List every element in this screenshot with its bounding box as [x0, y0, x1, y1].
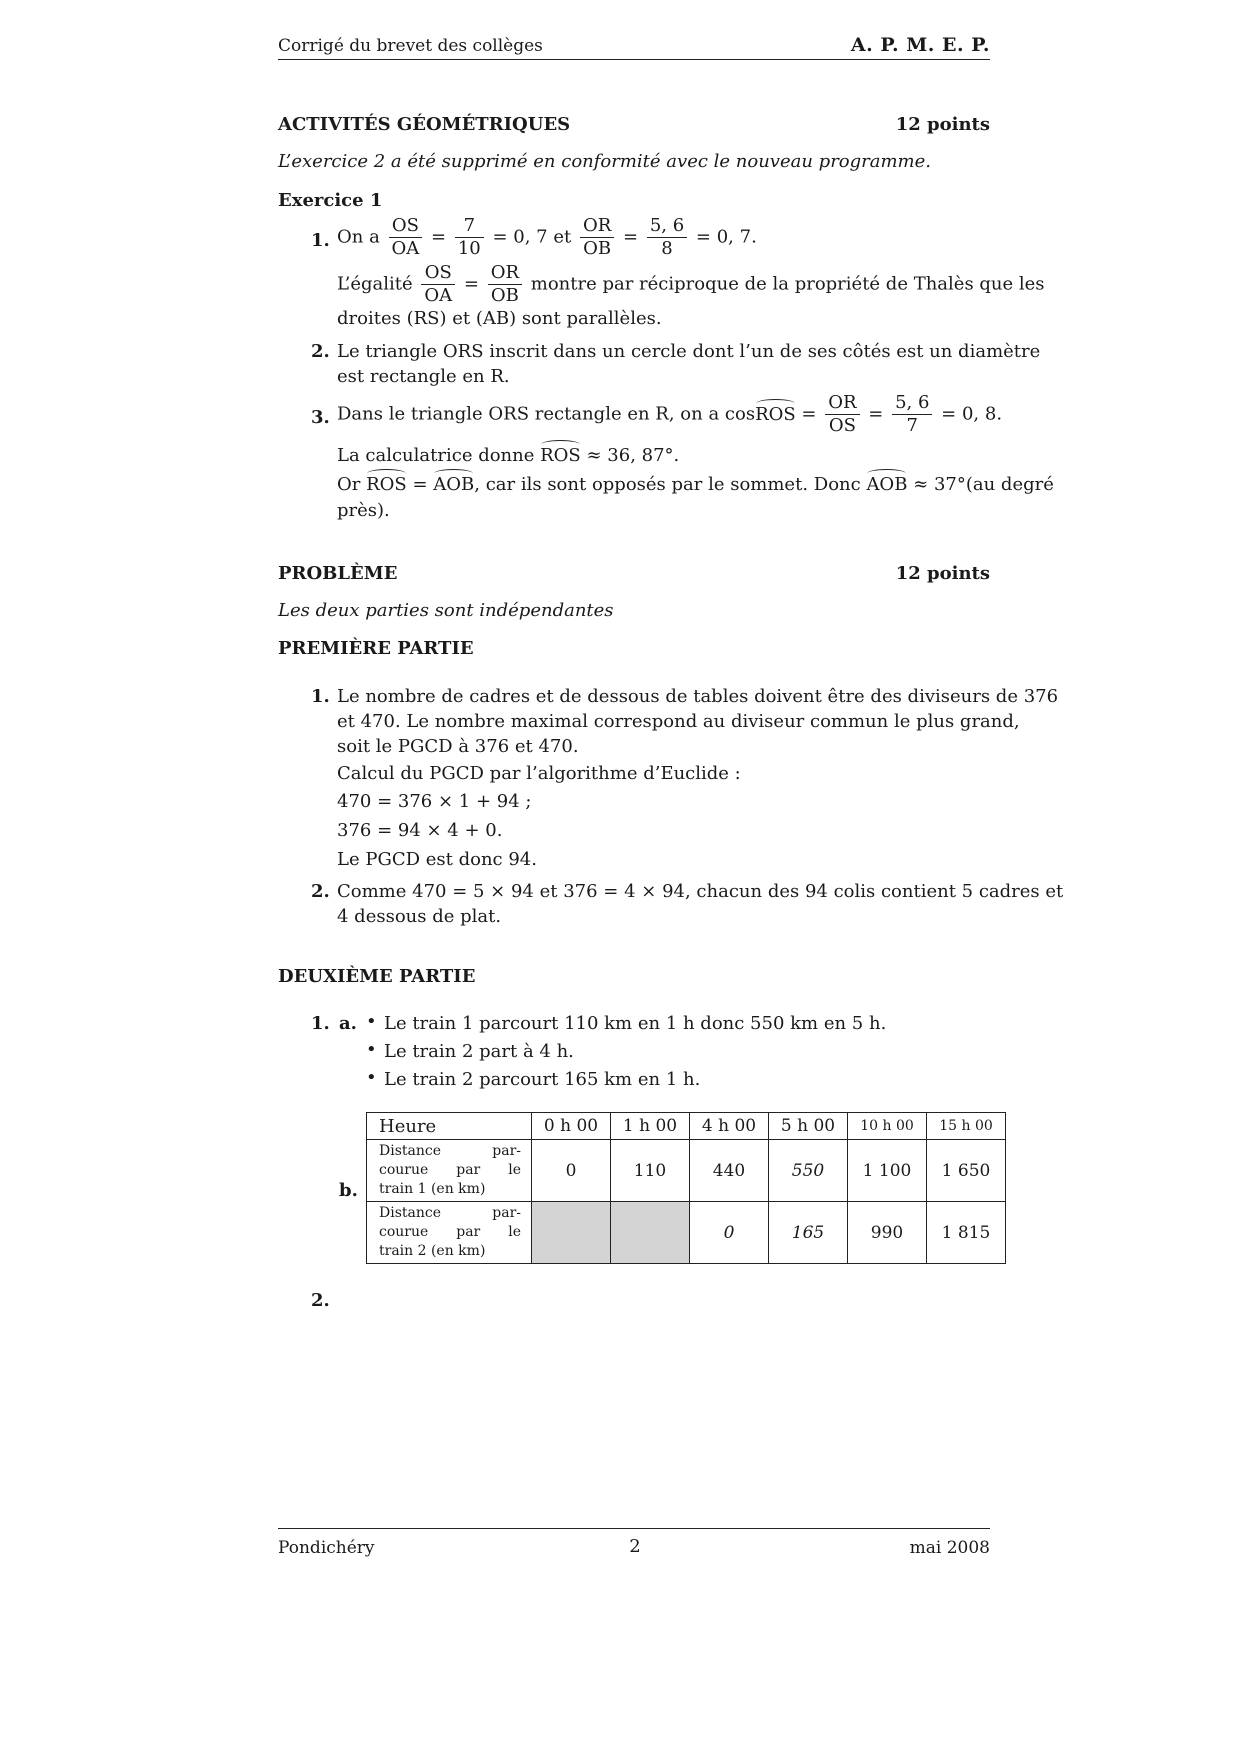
item-number: 2.	[311, 881, 330, 902]
item-number: 1.	[311, 1013, 330, 1034]
table-header-cell: 4 h 00	[690, 1113, 769, 1140]
table-cell: 0	[532, 1140, 611, 1202]
table-cell: 1 650	[927, 1140, 1006, 1202]
q3-line: Dans le triangle ORS rectangle en R, on a cosROS = $\frac{OR}{OS}$ = $\frac{5, 6}{7}$ = 0, 8.	[337, 392, 1003, 436]
angle-ros: ROS	[540, 445, 581, 466]
fraction-56-8: $\frac{5, 6}{8}$	[647, 215, 687, 260]
p1-line: 470 = 376 × 1 + 94 ;	[337, 791, 532, 812]
bullet-icon: •	[366, 1039, 377, 1060]
table-row-label: Distance par- courue par le train 2 (en km)	[367, 1202, 532, 1264]
section-note: L’exercice 2 a été supprimé en conformité avec le nouveau programme.	[278, 151, 932, 172]
table-cell: 1 100	[848, 1140, 927, 1202]
item-number: 1.	[311, 686, 330, 707]
header-title: Corrigé du brevet des collèges	[278, 36, 543, 56]
angle-aob: AOB	[866, 474, 908, 495]
p1-line: Comme 470 = 5 × 94 et 376 = 4 × 94, chacun des 94 colis contient 5 cadres et	[337, 881, 1064, 902]
header-org: A. P. M. E. P.	[850, 34, 990, 56]
section-title-geometry: ACTIVITÉS GÉOMÉTRIQUES	[278, 114, 571, 135]
item-number: 3.	[311, 407, 330, 428]
q3-prefix: Dans le triangle ORS rectangle en R, on a cos	[337, 403, 756, 425]
q3b-line	[337, 445, 679, 466]
section-note: Les deux parties sont indépendantes	[278, 600, 614, 621]
table-cell-empty	[532, 1202, 611, 1264]
section-points-problem: 12 points	[895, 563, 990, 584]
q3c-text2: près).	[337, 500, 390, 521]
table-cell: 165	[769, 1202, 848, 1264]
fraction-or-ob: $\frac{OR}{OB}$	[580, 215, 614, 260]
bullet-text: Le train 2 parcourt 165 km en 1 h.	[384, 1069, 701, 1090]
section-title-problem: PROBLÈME	[278, 563, 398, 584]
footer-rule	[278, 1528, 990, 1529]
part-title: DEUXIÈME PARTIE	[278, 966, 476, 987]
p1-line: 376 = 94 × 4 + 0.	[337, 820, 503, 841]
table-header-row	[367, 1113, 1006, 1140]
fraction-os-oa: $\frac{OS}{OA}$	[389, 215, 423, 260]
q2-text2: est rectangle en R.	[337, 366, 510, 387]
exercise-title: Exercice 1	[278, 190, 383, 211]
q3b-suffix: ≈ 36, 87°.	[586, 445, 680, 466]
item-letter: a.	[339, 1013, 357, 1034]
footer-date: mai 2008	[909, 1538, 990, 1558]
angle-ros: ROS	[366, 474, 407, 495]
q1-prefix: On a	[337, 226, 380, 248]
q1-eq2: = 0, 7.	[695, 226, 757, 248]
p1-line: 4 dessous de plat.	[337, 906, 502, 927]
table-header-cell: 0 h 00	[532, 1113, 611, 1140]
q3c-line: Or ROS = AOB, car ils sont opposés par le sommet. Donc AOB ≈ 37°(au degré	[337, 474, 1054, 495]
table-header-cell: 15 h 00	[927, 1113, 1006, 1140]
p1-line: Le nombre de cadres et de dessous de tables doivent être des diviseurs de 376	[337, 686, 1059, 707]
distance-table	[366, 1112, 1006, 1264]
q1b-line: L’égalité $\frac{OS}{OA}$ = $\frac{OR}{OB}$ montre par réciproque de la propriété de Thalès que les	[337, 262, 1045, 306]
q1b-text2: droites (RS) et (AB) sont parallèles.	[337, 308, 662, 329]
q3c-mid: , car ils sont opposés par le sommet. Donc	[474, 474, 861, 495]
p1-line: soit le PGCD à 376 et 470.	[337, 736, 579, 757]
table-header-label: Heure	[367, 1113, 532, 1140]
fraction-56-7: $\frac{5, 6}{7}$	[892, 392, 932, 437]
q3c-suffix: ≈ 37°(au degré	[913, 474, 1054, 495]
fraction-os-oa-2: $\frac{OS}{OA}$	[421, 262, 455, 307]
angle-aob: AOB	[433, 474, 475, 495]
bullet-text: Le train 2 part à 4 h.	[384, 1041, 574, 1062]
q1b-text: montre par réciproque de la propriété de Thalès que les	[530, 273, 1045, 295]
p1-line: Calcul du PGCD par l’algorithme d’Euclide :	[337, 763, 741, 784]
bullet-icon: •	[366, 1011, 377, 1032]
table-cell: 1 815	[927, 1202, 1006, 1264]
item-number: 2.	[311, 341, 330, 362]
table-cell: 550	[769, 1140, 848, 1202]
table-cell: 440	[690, 1140, 769, 1202]
q3c-prefix: Or	[337, 474, 361, 495]
table-cell: 0	[690, 1202, 769, 1264]
table-header-cell: 5 h 00	[769, 1113, 848, 1140]
p1-line: et 470. Le nombre maximal correspond au diviseur commun le plus grand,	[337, 711, 1020, 732]
table-row-label: Distance par- courue par le train 1 (en km)	[367, 1140, 532, 1202]
bullet-text: Le train 1 parcourt 110 km en 1 h donc 550 km en 5 h.	[384, 1013, 887, 1034]
table-cell: 990	[848, 1202, 927, 1264]
p1-line: Le PGCD est donc 94.	[337, 849, 537, 870]
q3-suffix: = 0, 8.	[941, 403, 1003, 425]
fraction-or-os: $\frac{OR}{OS}$	[825, 392, 859, 437]
table-header-cell: 10 h 00	[848, 1113, 927, 1140]
q1-line: On a $\frac{OS}{OA}$ = $\frac{7}{10}$ = 0, 7 et $\frac{OR}{OB}$ = $\frac{5, 6}{8}$ = 0, 7.	[337, 215, 757, 259]
q2-text: Le triangle ORS inscrit dans un cercle dont l’un de ses côtés est un diamètre	[337, 341, 1041, 362]
item-number: 1.	[311, 230, 330, 251]
fraction-or-ob-2: $\frac{OR}{OB}$	[488, 262, 522, 307]
table-header-cell: 1 h 00	[611, 1113, 690, 1140]
q3b-prefix: La calculatrice donne	[337, 445, 535, 466]
page-number: 2	[629, 1536, 641, 1557]
bullet-icon: •	[366, 1067, 377, 1088]
angle-ros: ROS	[755, 403, 796, 425]
table-cell-empty	[611, 1202, 690, 1264]
fraction-7-10: $\frac{7}{10}$	[455, 215, 484, 260]
item-letter: b.	[339, 1180, 358, 1201]
footer-location: Pondichéry	[278, 1538, 375, 1558]
section-points-geometry: 12 points	[895, 114, 990, 135]
header-rule	[278, 59, 990, 60]
table-cell: 110	[611, 1140, 690, 1202]
table-row	[367, 1202, 1006, 1264]
item-number: 2.	[311, 1290, 330, 1311]
q1b-prefix: L’égalité	[337, 273, 413, 295]
table-row	[367, 1140, 1006, 1202]
q1-eq1: = 0, 7 et	[492, 226, 572, 248]
part-title: PREMIÈRE PARTIE	[278, 638, 474, 659]
